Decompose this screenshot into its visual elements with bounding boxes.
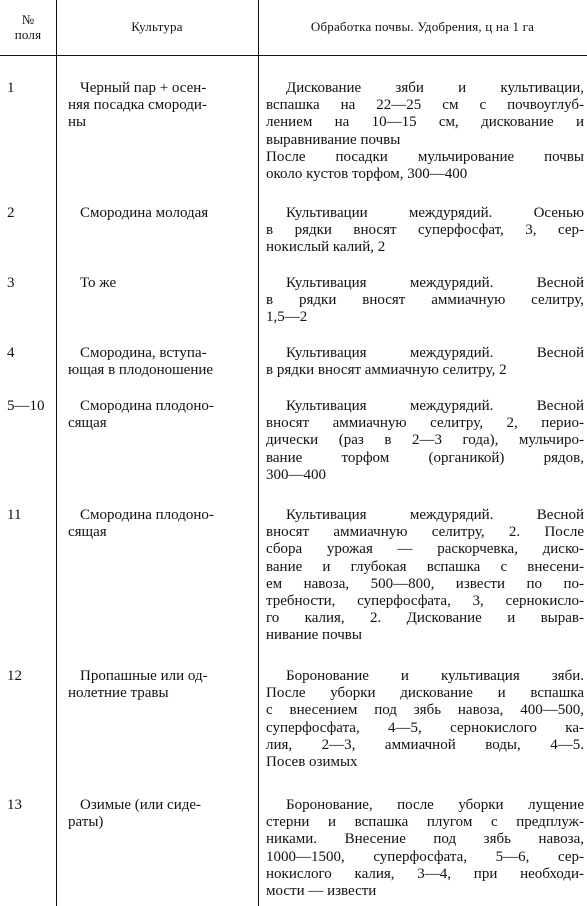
treatment-line: стерни и вспашка плугом с предплуж- [266, 814, 584, 831]
treatment-line: в рядки вносят аммиачную селитру, 2 [266, 362, 507, 379]
field-number: 4 [7, 345, 15, 361]
header-crop: Культура [131, 19, 183, 34]
treatment-cell [266, 345, 584, 379]
treatment-line: 1,5—2 [266, 309, 308, 326]
treatment-line: вание торфом (органикой) рядов, [266, 449, 584, 466]
crop-cell [68, 507, 252, 541]
crop-line: ющая в плодоношение [68, 362, 214, 379]
crop-cell [68, 205, 252, 222]
treatment-line: Посев озимых [266, 754, 358, 771]
treatment-line: в рядки вносят суперфосфат, 3, сер- [266, 222, 584, 239]
treatment-cell [266, 668, 584, 771]
field-number: 1 [7, 80, 15, 96]
crop-line: сящая [68, 415, 107, 432]
crop-line: ны [68, 114, 87, 131]
treatment-line: вносят аммиачную селитру, 2, перио- [266, 415, 584, 432]
crop-cell [68, 797, 252, 831]
treatment-line: вносят аммиачную селитру, 2. После [266, 524, 584, 541]
treatment-line: никами. Внесение под зябь навоза, [266, 831, 584, 848]
treatment-line: Культивация междурядий. Весной [286, 275, 584, 291]
crop-cell [68, 80, 252, 132]
crop-line: Пропашные или од- [80, 668, 208, 684]
treatment-line: вспашка на 22—25 см с почвоуглуб- [266, 97, 584, 114]
crop-line: раты) [68, 814, 104, 831]
treatment-line: После уборки дискование и вспашка [266, 685, 584, 702]
treatment-line: требности, суперфосфата, 3, сернокисло- [266, 593, 584, 610]
field-number: 3 [7, 275, 15, 291]
treatment-line: с внесением под зябь навоза, 400—500, [266, 702, 584, 719]
treatment-line: в рядки вносят аммиачную селитру, [266, 292, 584, 309]
treatment-line: Боронование, после уборки лущение [286, 797, 584, 813]
header-num-line2: поля [14, 27, 42, 42]
crop-line: Смородина молодая [80, 205, 209, 221]
crop-cell [68, 275, 252, 292]
field-number: 5—10 [7, 398, 45, 414]
treatment-line: лением на 10—15 см, дискование и [266, 114, 584, 131]
field-number: 13 [7, 797, 22, 813]
header-field-number [0, 12, 56, 42]
treatment-line: лия, 2—3, аммиачной воды, 4—5. [266, 736, 584, 753]
crop-cell [68, 398, 252, 432]
treatment-cell [266, 797, 584, 900]
treatment-line: Культивации междурядий. Осенью [286, 205, 584, 221]
treatment-line: нокислого калия, 3—4, при необходи- [266, 865, 584, 882]
treatment-line: Дискование зяби и культивации, [286, 80, 584, 96]
column-divider-2 [258, 0, 259, 906]
treatment-line: мости — извести [266, 883, 377, 900]
crop-line: Черный пар + осен- [80, 80, 207, 96]
crop-line: Озимые (или сиде- [80, 797, 202, 813]
treatment-cell [266, 205, 584, 257]
crop-line: сящая [68, 524, 107, 541]
treatment-line: выравнивание почвы [266, 131, 401, 148]
crop-line: няя посадка смороди- [68, 97, 207, 114]
crop-line: нолетние травы [68, 685, 169, 702]
header-treatment: Обработка почвы. Удобрения, ц на 1 га [310, 19, 535, 34]
treatment-line: го калия, 2. Дискование и вырав- [266, 610, 584, 627]
field-number: 11 [7, 507, 22, 523]
treatment-cell [266, 80, 584, 183]
treatment-line: суперфосфата, 4—5, сернокислого ка- [266, 719, 584, 736]
treatment-line: Культивация междурядий. Весной [286, 507, 584, 523]
treatment-line: 1000—1500, суперфосфата, 5—6, сер- [266, 848, 584, 865]
crop-cell [68, 668, 252, 702]
treatment-cell [266, 398, 584, 484]
treatment-line: нивание почвы [266, 627, 362, 644]
treatment-line: После посадки мульчирование почвы [266, 148, 584, 165]
field-number: 2 [7, 205, 15, 221]
treatment-line: ем навоза, 500—800, извести по по- [266, 575, 584, 592]
header-num-line1: № [21, 12, 35, 27]
treatment-line: Культивация междурядий. Весной [286, 398, 584, 414]
treatment-line: Культивация междурядий. Весной [286, 345, 584, 361]
field-number: 12 [7, 668, 22, 684]
treatment-cell [266, 275, 584, 327]
treatment-line: около кустов торфом, 300—400 [266, 166, 468, 183]
header-rule [0, 55, 587, 56]
treatment-line: вание и глубокая вспашка с внесени- [266, 558, 584, 575]
crop-line: Смородина плодоно- [80, 398, 214, 414]
treatment-line: нокислый калий, 2 [266, 239, 386, 256]
treatment-line: дически (раз в 2—3 года), мульчиро- [266, 432, 584, 449]
crop-line: Смородина плодоно- [80, 507, 214, 523]
treatment-cell [266, 507, 584, 645]
crop-line: Смородина, вступа- [80, 345, 207, 361]
crop-cell [68, 345, 252, 379]
crop-line: То же [80, 275, 117, 291]
treatment-line: Боронование и культивация зяби. [286, 668, 584, 684]
treatment-line: сбора урожая — раскорчевка, диско- [266, 541, 584, 558]
treatment-line: 300—400 [266, 466, 326, 483]
column-divider-1 [56, 0, 57, 906]
